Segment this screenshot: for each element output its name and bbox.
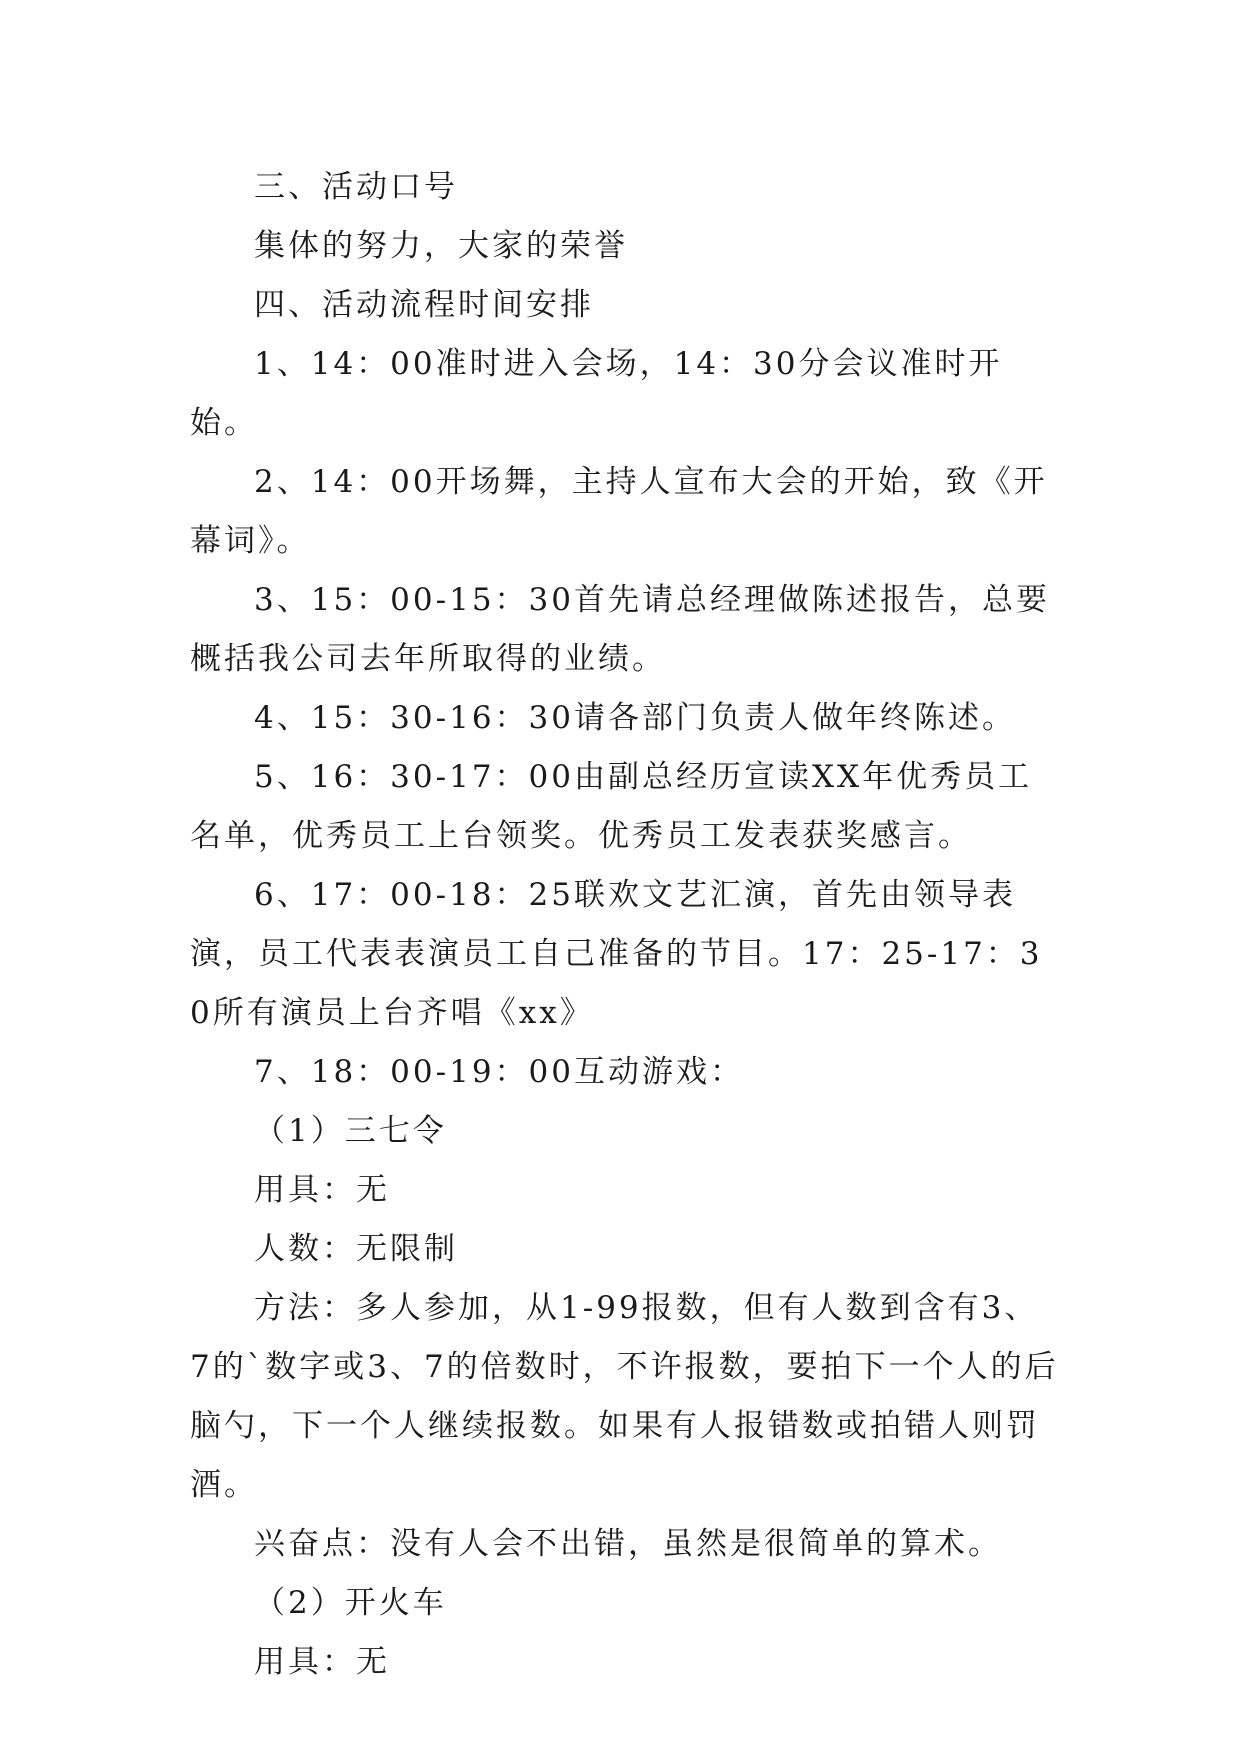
document-body	[190, 158, 1060, 1692]
schedule-item-5: 5、16：30-17：00由副总经历宣读XX年优秀员工名单，优秀员工上台领奖。优秀员工发表获奖感言。	[190, 759, 1033, 854]
schedule-item-7: 7、18：00-19：00互动游戏：	[254, 1054, 744, 1090]
game-2-tools: 用具：无	[254, 1644, 390, 1680]
game-1-highlight: 兴奋点：没有人会不出错，虽然是很简单的算术。	[254, 1526, 1002, 1562]
schedule-item-1: 1、14：00准时进入会场，14：30分会议准时开始。	[190, 346, 1003, 441]
game-1-title: （1）三七令	[254, 1113, 447, 1149]
heading-slogan: 三、活动口号	[254, 169, 458, 205]
schedule-item-4: 4、15：30-16：30请各部门负责人做年终陈述。	[254, 700, 1016, 736]
game-1-method: 方法：多人参加，从1-99报数，但有人数到含有3、7的`数字或3、7的倍数时，不许报数，要拍下一个人的后脑勺，下一个人继续报数。如果有人报错数或拍错人则罚酒。	[190, 1290, 1059, 1503]
schedule-item-2: 2、14：00开场舞，主持人宣布大会的开始，致《开幕词》。	[190, 464, 1048, 559]
game-1-tools: 用具：无	[254, 1172, 390, 1208]
heading-schedule: 四、活动流程时间安排	[254, 287, 594, 323]
game-2-title: （2）开火车	[254, 1585, 447, 1621]
slogan-text: 集体的努力，大家的荣誉	[254, 228, 628, 264]
schedule-item-6: 6、17：00-18：25联欢文艺汇演，首先由领导表演，员工代表表演员工自己准备的节目。17：25-17：30所有演员上台齐唱《xx》	[190, 877, 1043, 1031]
schedule-item-3: 3、15：00-15：30首先请总经理做陈述报告，总要概括我公司去年所取得的业绩。	[190, 582, 1050, 677]
game-1-players: 人数：无限制	[254, 1231, 458, 1267]
